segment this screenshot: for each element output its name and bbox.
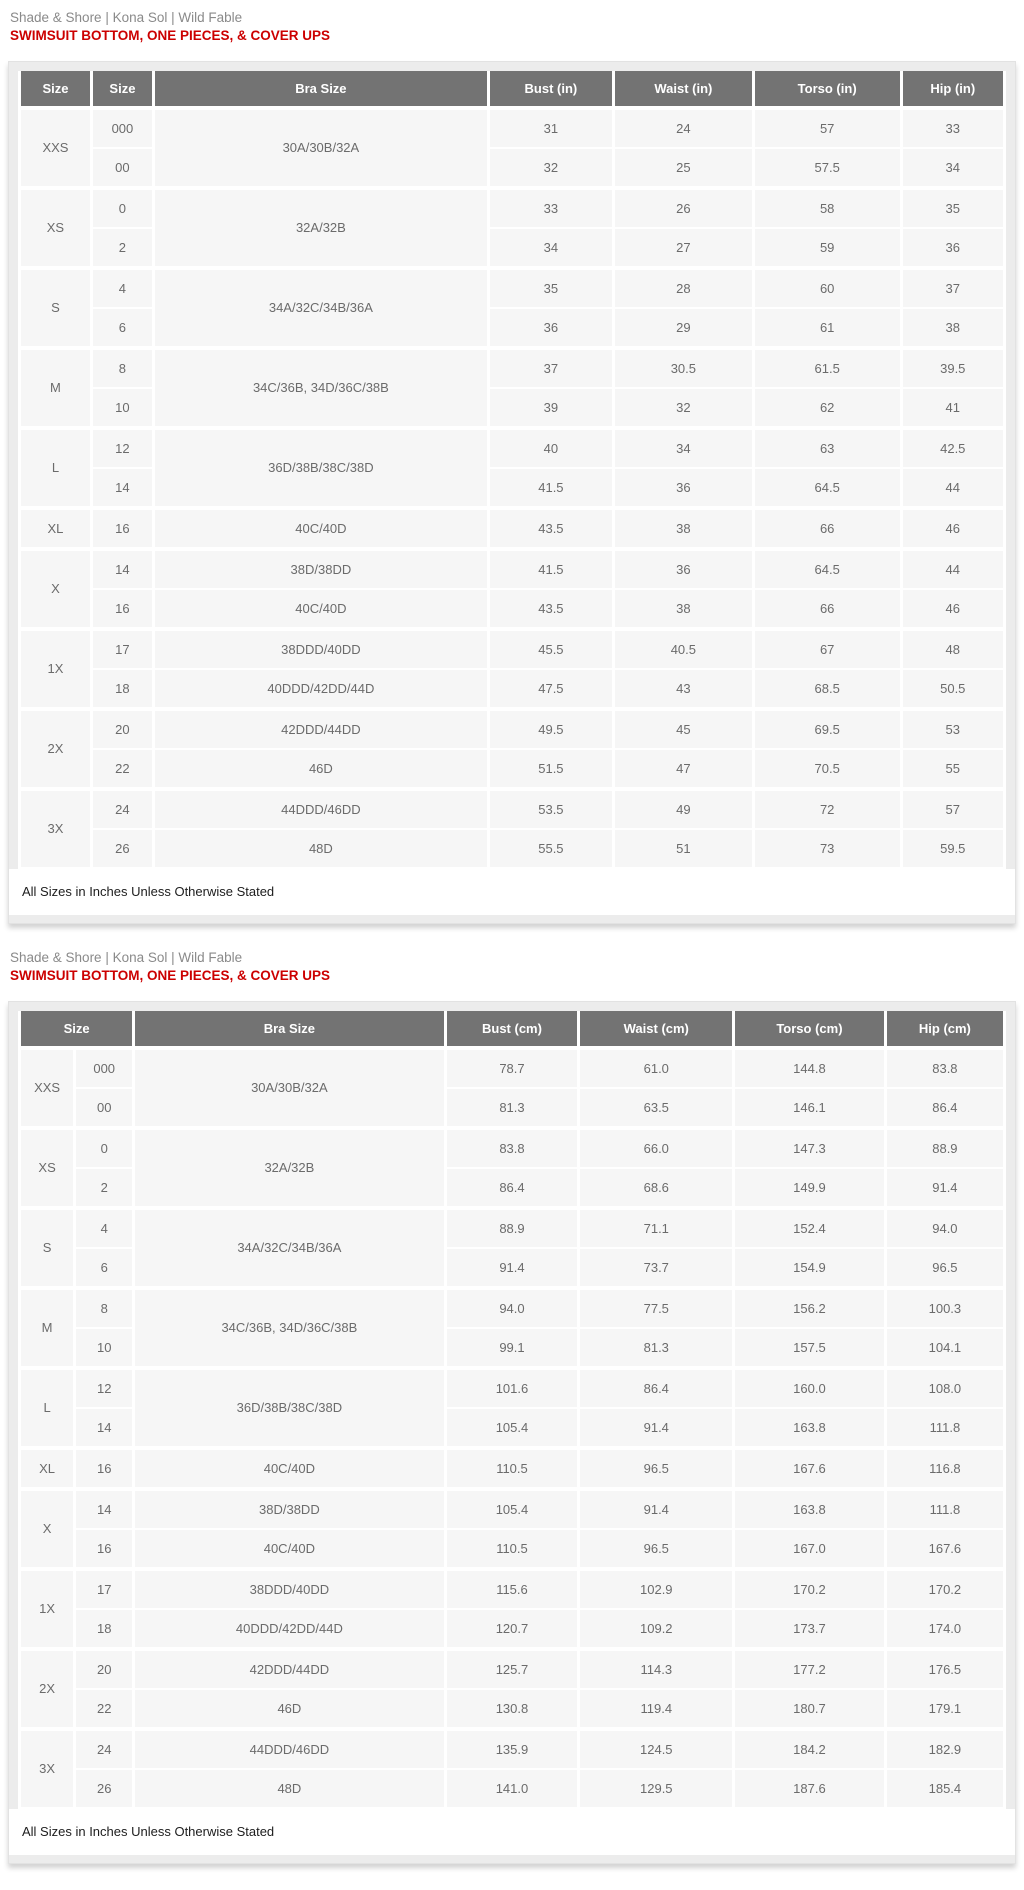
measurement-cell: 42.5: [901, 428, 1004, 468]
measurement-cell: 57.5: [753, 148, 901, 188]
measurement-cell: 180.7: [734, 1689, 886, 1729]
measurement-cell: 43: [613, 669, 753, 709]
bra-size-cell: 46D: [153, 749, 488, 789]
measurement-cell: 32: [613, 388, 753, 428]
measurement-cell: 104.1: [885, 1328, 1004, 1368]
letter-size-cell: XXS: [20, 108, 92, 188]
measurement-cell: 35: [488, 268, 613, 308]
measurement-cell: 44: [901, 549, 1004, 589]
measurement-cell: 58: [753, 188, 901, 228]
measurement-cell: 110.5: [445, 1529, 579, 1569]
bra-size-cell: 40C/40D: [134, 1448, 445, 1489]
measurement-cell: 40: [488, 428, 613, 468]
measurement-cell: 47.5: [488, 669, 613, 709]
letter-size-cell: 1X: [20, 629, 92, 709]
measurement-cell: 73.7: [579, 1248, 734, 1288]
measurement-cell: 152.4: [734, 1208, 886, 1248]
bra-size-cell: 40DDD/42DD/44D: [153, 669, 488, 709]
measurement-cell: 57: [753, 108, 901, 148]
measurement-cell: 38: [613, 508, 753, 549]
numeric-size-cell: 2: [75, 1168, 134, 1208]
measurement-cell: 38: [901, 308, 1004, 348]
table-row: [20, 709, 1005, 749]
letter-size-cell: L: [20, 428, 92, 508]
measurement-cell: 96.5: [579, 1448, 734, 1489]
bra-size-cell: 42DDD/44DD: [134, 1649, 445, 1689]
bra-size-cell: 40DDD/42DD/44D: [134, 1609, 445, 1649]
column-header: Size: [20, 1011, 134, 1048]
measurement-cell: 88.9: [445, 1208, 579, 1248]
measurement-cell: 47: [613, 749, 753, 789]
measurement-cell: 86.4: [445, 1168, 579, 1208]
brand-list: Shade & Shore | Kona Sol | Wild Fable: [10, 949, 243, 965]
measurement-cell: 61.0: [579, 1048, 734, 1088]
bra-size-cell: 38D/38DD: [153, 549, 488, 589]
measurement-cell: 167.6: [734, 1448, 886, 1489]
numeric-size-cell: 0: [75, 1128, 134, 1168]
measurement-cell: 43.5: [488, 508, 613, 549]
measurement-cell: 163.8: [734, 1489, 886, 1529]
measurement-cell: 96.5: [885, 1248, 1004, 1288]
measurement-cell: 64.5: [753, 468, 901, 508]
measurement-cell: 61: [753, 308, 901, 348]
measurement-cell: 77.5: [579, 1288, 734, 1328]
table-row: [20, 1048, 1005, 1088]
letter-size-cell: L: [20, 1368, 75, 1448]
measurement-cell: 62: [753, 388, 901, 428]
measurement-cell: 149.9: [734, 1168, 886, 1208]
table-row: [20, 1569, 1005, 1609]
measurement-cell: 179.1: [885, 1689, 1004, 1729]
numeric-size-cell: 4: [91, 268, 153, 308]
letter-size-cell: X: [20, 1489, 75, 1569]
measurement-cell: 61.5: [753, 348, 901, 388]
letter-size-cell: XL: [20, 1448, 75, 1489]
bra-size-cell: 42DDD/44DD: [153, 709, 488, 749]
letter-size-cell: M: [20, 1288, 75, 1368]
bra-size-cell: 32A/32B: [134, 1128, 445, 1208]
column-header: Size: [20, 71, 92, 108]
bra-size-cell: 40C/40D: [134, 1529, 445, 1569]
numeric-size-cell: 12: [75, 1368, 134, 1408]
measurement-cell: 91.4: [885, 1168, 1004, 1208]
numeric-size-cell: 22: [91, 749, 153, 789]
measurement-cell: 129.5: [579, 1769, 734, 1808]
measurement-cell: 39: [488, 388, 613, 428]
numeric-size-cell: 26: [91, 829, 153, 868]
table-row: [20, 188, 1005, 228]
measurement-cell: 114.3: [579, 1649, 734, 1689]
measurement-cell: 36: [488, 308, 613, 348]
brand-list: Shade & Shore | Kona Sol | Wild Fable: [10, 10, 243, 25]
letter-size-cell: 3X: [20, 1729, 75, 1808]
table-row: [20, 1128, 1005, 1168]
bra-size-cell: 36D/38B/38C/38D: [153, 428, 488, 508]
measurement-cell: 36: [901, 228, 1004, 268]
measurement-cell: 49.5: [488, 709, 613, 749]
letter-size-cell: XS: [20, 188, 92, 268]
numeric-size-cell: 0: [91, 188, 153, 228]
numeric-size-cell: 17: [75, 1569, 134, 1609]
numeric-size-cell: 16: [75, 1448, 134, 1489]
letter-size-cell: XS: [20, 1128, 75, 1208]
measurement-cell: 102.9: [579, 1569, 734, 1609]
measurement-cell: 157.5: [734, 1328, 886, 1368]
measurement-cell: 45.5: [488, 629, 613, 669]
measurement-cell: 46: [901, 508, 1004, 549]
measurement-cell: 37: [488, 348, 613, 388]
measurement-cell: 83.8: [445, 1128, 579, 1168]
measurement-cell: 33: [901, 108, 1004, 148]
numeric-size-cell: 8: [75, 1288, 134, 1328]
bra-size-cell: 34A/32C/34B/36A: [153, 268, 488, 348]
units-footnote: All Sizes in Inches Unless Otherwise Stated: [9, 1809, 1015, 1855]
measurement-cell: 174.0: [885, 1609, 1004, 1649]
table-row: [20, 1288, 1005, 1328]
measurement-cell: 146.1: [734, 1088, 886, 1128]
numeric-size-cell: 12: [91, 428, 153, 468]
bra-size-cell: 38DDD/40DD: [153, 629, 488, 669]
numeric-size-cell: 16: [91, 508, 153, 549]
table-row: [20, 789, 1005, 829]
measurement-cell: 51: [613, 829, 753, 868]
measurement-cell: 110.5: [445, 1448, 579, 1489]
measurement-cell: 48: [901, 629, 1004, 669]
measurement-cell: 60: [753, 268, 901, 308]
column-header: Bra Size: [153, 71, 488, 108]
measurement-cell: 41.5: [488, 549, 613, 589]
table-row: [20, 1689, 1005, 1729]
letter-size-cell: 1X: [20, 1569, 75, 1649]
measurement-cell: 29: [613, 308, 753, 348]
measurement-cell: 88.9: [885, 1128, 1004, 1168]
size-chart-table-cm: [18, 1011, 1006, 1809]
table-row: [20, 1529, 1005, 1569]
numeric-size-cell: 17: [91, 629, 153, 669]
table-row: [20, 1368, 1005, 1408]
numeric-size-cell: 18: [91, 669, 153, 709]
measurement-cell: 83.8: [885, 1048, 1004, 1088]
measurement-cell: 91.4: [579, 1489, 734, 1529]
numeric-size-cell: 14: [91, 468, 153, 508]
measurement-cell: 81.3: [579, 1328, 734, 1368]
measurement-cell: 71.1: [579, 1208, 734, 1248]
measurement-cell: 28: [613, 268, 753, 308]
measurement-cell: 43.5: [488, 589, 613, 629]
numeric-size-cell: 6: [75, 1248, 134, 1288]
size-chart-section-cm: [8, 950, 1016, 1864]
measurement-cell: 24: [613, 108, 753, 148]
measurement-cell: 99.1: [445, 1328, 579, 1368]
size-chart-title: SWIMSUIT BOTTOM, ONE PIECES, & COVER UPS: [10, 27, 331, 43]
table-row: [20, 1208, 1005, 1248]
measurement-cell: 59: [753, 228, 901, 268]
measurement-cell: 119.4: [579, 1689, 734, 1729]
measurement-cell: 38: [613, 589, 753, 629]
measurement-cell: 163.8: [734, 1408, 886, 1448]
measurement-cell: 170.2: [885, 1569, 1004, 1609]
bra-size-cell: 48D: [153, 829, 488, 868]
letter-size-cell: 2X: [20, 1649, 75, 1729]
measurement-cell: 100.3: [885, 1288, 1004, 1328]
measurement-cell: 34: [488, 228, 613, 268]
measurement-cell: 177.2: [734, 1649, 886, 1689]
measurement-cell: 105.4: [445, 1408, 579, 1448]
bra-size-cell: 44DDD/46DD: [134, 1729, 445, 1769]
column-header: Waist (in): [613, 71, 753, 108]
column-header: Hip (in): [901, 71, 1004, 108]
numeric-size-cell: 2: [91, 228, 153, 268]
bra-size-cell: 46D: [134, 1689, 445, 1729]
numeric-size-cell: 000: [75, 1048, 134, 1088]
measurement-cell: 68.6: [579, 1168, 734, 1208]
measurement-cell: 25: [613, 148, 753, 188]
bra-size-cell: 34C/36B, 34D/36C/38B: [153, 348, 488, 428]
numeric-size-cell: 20: [91, 709, 153, 749]
bra-size-cell: 34A/32C/34B/36A: [134, 1208, 445, 1288]
measurement-cell: 69.5: [753, 709, 901, 749]
measurement-cell: 41.5: [488, 468, 613, 508]
numeric-size-cell: 16: [75, 1529, 134, 1569]
size-chart-panel-cm: [8, 1001, 1016, 1864]
measurement-cell: 170.2: [734, 1569, 886, 1609]
column-header: Bust (in): [488, 71, 613, 108]
table-row: [20, 549, 1005, 589]
measurement-cell: 34: [613, 428, 753, 468]
numeric-size-cell: 6: [91, 308, 153, 348]
measurement-cell: 167.6: [885, 1529, 1004, 1569]
letter-size-cell: XL: [20, 508, 92, 549]
measurement-cell: 125.7: [445, 1649, 579, 1689]
measurement-cell: 46: [901, 589, 1004, 629]
numeric-size-cell: 10: [91, 388, 153, 428]
bra-size-cell: 38D/38DD: [134, 1489, 445, 1529]
measurement-cell: 176.5: [885, 1649, 1004, 1689]
size-chart-section-inches: [8, 10, 1016, 924]
numeric-size-cell: 14: [75, 1408, 134, 1448]
numeric-size-cell: 14: [75, 1489, 134, 1529]
numeric-size-cell: 00: [91, 148, 153, 188]
measurement-cell: 59.5: [901, 829, 1004, 868]
measurement-cell: 66.0: [579, 1128, 734, 1168]
measurement-cell: 187.6: [734, 1769, 886, 1808]
header-row: [20, 1011, 1005, 1048]
measurement-cell: 120.7: [445, 1609, 579, 1649]
measurement-cell: 63.5: [579, 1088, 734, 1128]
measurement-cell: 94.0: [885, 1208, 1004, 1248]
measurement-cell: 86.4: [579, 1368, 734, 1408]
table-row: [20, 1769, 1005, 1808]
numeric-size-cell: 10: [75, 1328, 134, 1368]
letter-size-cell: X: [20, 549, 92, 629]
table-row: [20, 1489, 1005, 1529]
measurement-cell: 63: [753, 428, 901, 468]
measurement-cell: 78.7: [445, 1048, 579, 1088]
measurement-cell: 109.2: [579, 1609, 734, 1649]
letter-size-cell: XXS: [20, 1048, 75, 1128]
bra-size-cell: 32A/32B: [153, 188, 488, 268]
bra-size-cell: 36D/38B/38C/38D: [134, 1368, 445, 1448]
measurement-cell: 115.6: [445, 1569, 579, 1609]
measurement-cell: 33: [488, 188, 613, 228]
measurement-cell: 64.5: [753, 549, 901, 589]
measurement-cell: 34: [901, 148, 1004, 188]
measurement-cell: 70.5: [753, 749, 901, 789]
measurement-cell: 147.3: [734, 1128, 886, 1168]
measurement-cell: 45: [613, 709, 753, 749]
measurement-cell: 55.5: [488, 829, 613, 868]
measurement-cell: 30.5: [613, 348, 753, 388]
table-row: [20, 428, 1005, 468]
measurement-cell: 37: [901, 268, 1004, 308]
table-row: [20, 589, 1005, 629]
letter-size-cell: S: [20, 1208, 75, 1288]
table-row: [20, 1649, 1005, 1689]
measurement-cell: 116.8: [885, 1448, 1004, 1489]
measurement-cell: 41: [901, 388, 1004, 428]
bra-size-cell: 38DDD/40DD: [134, 1569, 445, 1609]
measurement-cell: 81.3: [445, 1088, 579, 1128]
measurement-cell: 135.9: [445, 1729, 579, 1769]
bra-size-cell: 40C/40D: [153, 508, 488, 549]
column-header: Torso (cm): [734, 1011, 886, 1048]
size-chart-table-inches: [18, 71, 1006, 869]
table-row: [20, 1448, 1005, 1489]
measurement-cell: 160.0: [734, 1368, 886, 1408]
table-row: [20, 629, 1005, 669]
numeric-size-cell: 26: [75, 1769, 134, 1808]
numeric-size-cell: 24: [91, 789, 153, 829]
measurement-cell: 50.5: [901, 669, 1004, 709]
measurement-cell: 111.8: [885, 1408, 1004, 1448]
table-row: [20, 508, 1005, 549]
numeric-size-cell: 8: [91, 348, 153, 388]
header-row: [20, 71, 1005, 108]
column-header: Size: [91, 71, 153, 108]
numeric-size-cell: 4: [75, 1208, 134, 1248]
measurement-cell: 40.5: [613, 629, 753, 669]
numeric-size-cell: 24: [75, 1729, 134, 1769]
size-chart-title: SWIMSUIT BOTTOM, ONE PIECES, & COVER UPS: [10, 967, 331, 983]
chart-header: [10, 10, 1016, 45]
numeric-size-cell: 000: [91, 108, 153, 148]
measurement-cell: 44: [901, 468, 1004, 508]
measurement-cell: 53: [901, 709, 1004, 749]
measurement-cell: 31: [488, 108, 613, 148]
measurement-cell: 91.4: [445, 1248, 579, 1288]
measurement-cell: 124.5: [579, 1729, 734, 1769]
measurement-cell: 66: [753, 589, 901, 629]
measurement-cell: 184.2: [734, 1729, 886, 1769]
letter-size-cell: 3X: [20, 789, 92, 868]
letter-size-cell: 2X: [20, 709, 92, 789]
measurement-cell: 154.9: [734, 1248, 886, 1288]
measurement-cell: 66: [753, 508, 901, 549]
measurement-cell: 105.4: [445, 1489, 579, 1529]
measurement-cell: 36: [613, 468, 753, 508]
column-header: Torso (in): [753, 71, 901, 108]
table-row: [20, 108, 1005, 148]
size-chart-panel-inches: [8, 61, 1016, 924]
letter-size-cell: M: [20, 348, 92, 428]
measurement-cell: 156.2: [734, 1288, 886, 1328]
numeric-size-cell: 14: [91, 549, 153, 589]
numeric-size-cell: 00: [75, 1088, 134, 1128]
measurement-cell: 91.4: [579, 1408, 734, 1448]
table-row: [20, 1609, 1005, 1649]
measurement-cell: 167.0: [734, 1529, 886, 1569]
column-header: Waist (cm): [579, 1011, 734, 1048]
table-row: [20, 829, 1005, 868]
bra-size-cell: 40C/40D: [153, 589, 488, 629]
measurement-cell: 130.8: [445, 1689, 579, 1729]
measurement-cell: 86.4: [885, 1088, 1004, 1128]
numeric-size-cell: 22: [75, 1689, 134, 1729]
letter-size-cell: S: [20, 268, 92, 348]
bra-size-cell: 30A/30B/32A: [153, 108, 488, 188]
column-header: Bra Size: [134, 1011, 445, 1048]
measurement-cell: 57: [901, 789, 1004, 829]
measurement-cell: 111.8: [885, 1489, 1004, 1529]
measurement-cell: 173.7: [734, 1609, 886, 1649]
numeric-size-cell: 20: [75, 1649, 134, 1689]
measurement-cell: 108.0: [885, 1368, 1004, 1408]
measurement-cell: 32: [488, 148, 613, 188]
measurement-cell: 72: [753, 789, 901, 829]
measurement-cell: 27: [613, 228, 753, 268]
chart-header: [10, 950, 1016, 985]
measurement-cell: 73: [753, 829, 901, 868]
measurement-cell: 94.0: [445, 1288, 579, 1328]
units-footnote: All Sizes in Inches Unless Otherwise Stated: [9, 869, 1015, 915]
bra-size-cell: 30A/30B/32A: [134, 1048, 445, 1128]
measurement-cell: 68.5: [753, 669, 901, 709]
numeric-size-cell: 16: [91, 589, 153, 629]
measurement-cell: 185.4: [885, 1769, 1004, 1808]
measurement-cell: 96.5: [579, 1529, 734, 1569]
measurement-cell: 55: [901, 749, 1004, 789]
table-row: [20, 669, 1005, 709]
column-header: Bust (cm): [445, 1011, 579, 1048]
bra-size-cell: 48D: [134, 1769, 445, 1808]
column-header: Hip (cm): [885, 1011, 1004, 1048]
measurement-cell: 67: [753, 629, 901, 669]
table-row: [20, 268, 1005, 308]
measurement-cell: 36: [613, 549, 753, 589]
measurement-cell: 144.8: [734, 1048, 886, 1088]
measurement-cell: 49: [613, 789, 753, 829]
bra-size-cell: 34C/36B, 34D/36C/38B: [134, 1288, 445, 1368]
measurement-cell: 26: [613, 188, 753, 228]
table-row: [20, 348, 1005, 388]
measurement-cell: 101.6: [445, 1368, 579, 1408]
numeric-size-cell: 18: [75, 1609, 134, 1649]
measurement-cell: 51.5: [488, 749, 613, 789]
measurement-cell: 53.5: [488, 789, 613, 829]
measurement-cell: 39.5: [901, 348, 1004, 388]
measurement-cell: 182.9: [885, 1729, 1004, 1769]
table-row: [20, 1729, 1005, 1769]
table-row: [20, 749, 1005, 789]
measurement-cell: 141.0: [445, 1769, 579, 1808]
measurement-cell: 35: [901, 188, 1004, 228]
bra-size-cell: 44DDD/46DD: [153, 789, 488, 829]
